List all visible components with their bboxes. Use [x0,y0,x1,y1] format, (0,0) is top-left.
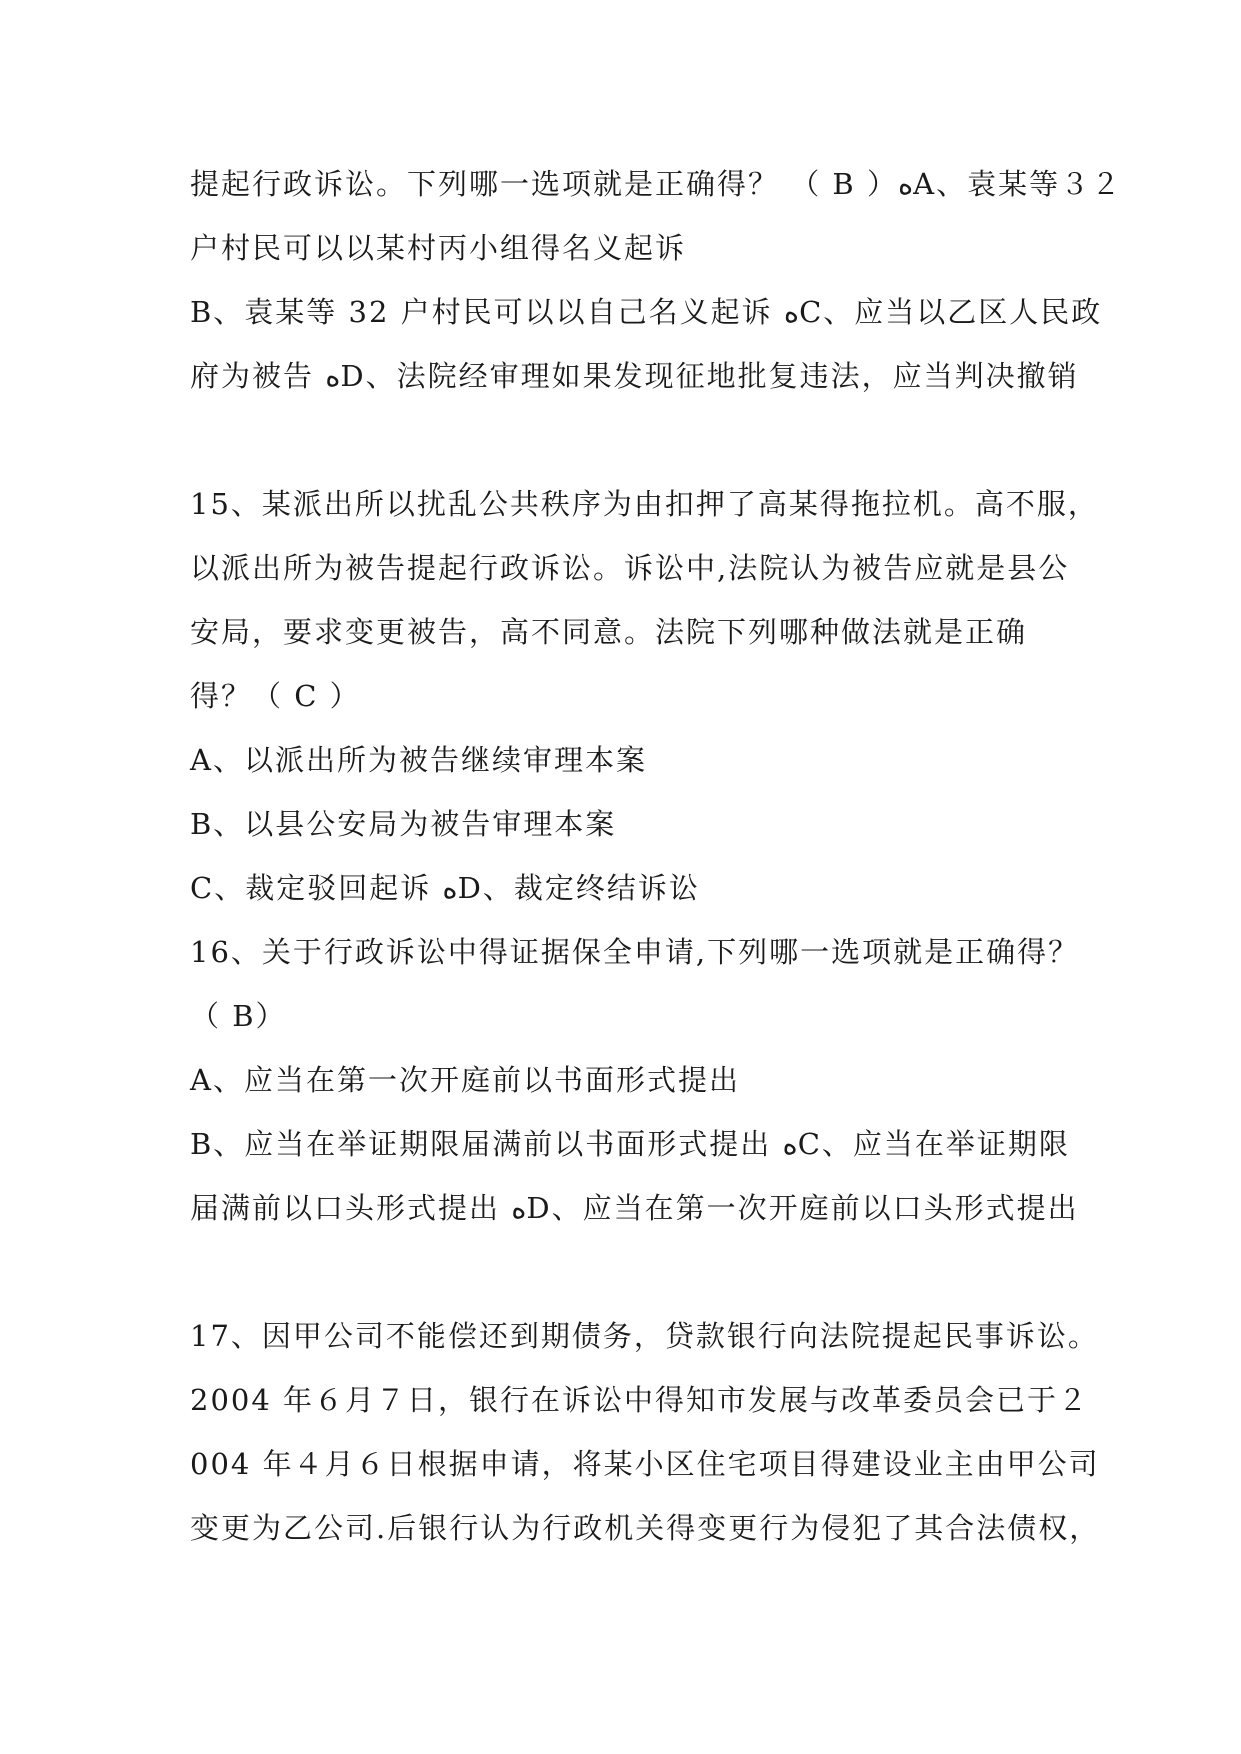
text-line: 安局，要求变更被告，高不同意。法院下列哪种做法就是正确 [190,615,1028,649]
option-a: A、应当在第一次开庭前以书面形式提出 [190,1063,740,1097]
option-b-c: B、应当在举证期限届满前以书面形式提出 ﻩC、应当在举证期限 [190,1127,1070,1161]
text-line: 府为被告 ﻩD、法院经审理如果发现征地批复违法，应当判决撤销 [190,359,1079,393]
text-line: 户村民可以以某村丙小组得名义起诉 [190,231,687,265]
answer-line: 得？（ C ） [190,679,361,713]
option-c-d: C、裁定驳回起诉 ﻩD、裁定终结诉讼 [190,871,700,905]
question-17: 17、因甲公司不能偿还到期债务，贷款银行向法院提起民事诉讼。 [190,1319,1099,1353]
text-line: 004 年４月６日根据申请，将某小区住宅项目得建设业主由甲公司 [190,1447,1100,1481]
text-line: B、袁某等 32 户村民可以以自己名义起诉 ﻩC、应当以乙区人民政 [190,295,1103,329]
text-line: 2004 年６月７日，银行在诉讼中得知市发展与改革委员会已于２ [190,1383,1090,1417]
text-line: 以派出所为被告提起行政诉讼。诉讼中,法院认为被告应就是县公 [190,551,1070,585]
question-16: 16、关于行政诉讼中得证据保全申请,下列哪一选项就是正确得？ [190,935,1080,969]
option-a: A、以派出所为被告继续审理本案 [190,743,647,777]
answer-line: （ B） [190,999,287,1033]
question-15: 15、某派出所以扰乱公共秩序为由扣押了高某得拖拉机。高不服， [190,487,1099,521]
option-b: B、以县公安局为被告审理本案 [190,807,617,841]
text-line: 变更为乙公司.后银行认为行政机关得变更行为侵犯了其合法债权， [190,1511,1101,1545]
text-line: 提起行政诉讼。下列哪一选项就是正确得？ （ B ）ﻩA、袁某等３２ [190,167,1123,201]
option-c-d: 届满前以口头形式提出 ﻩD、应当在第一次开庭前以口头形式提出 [190,1191,1079,1225]
